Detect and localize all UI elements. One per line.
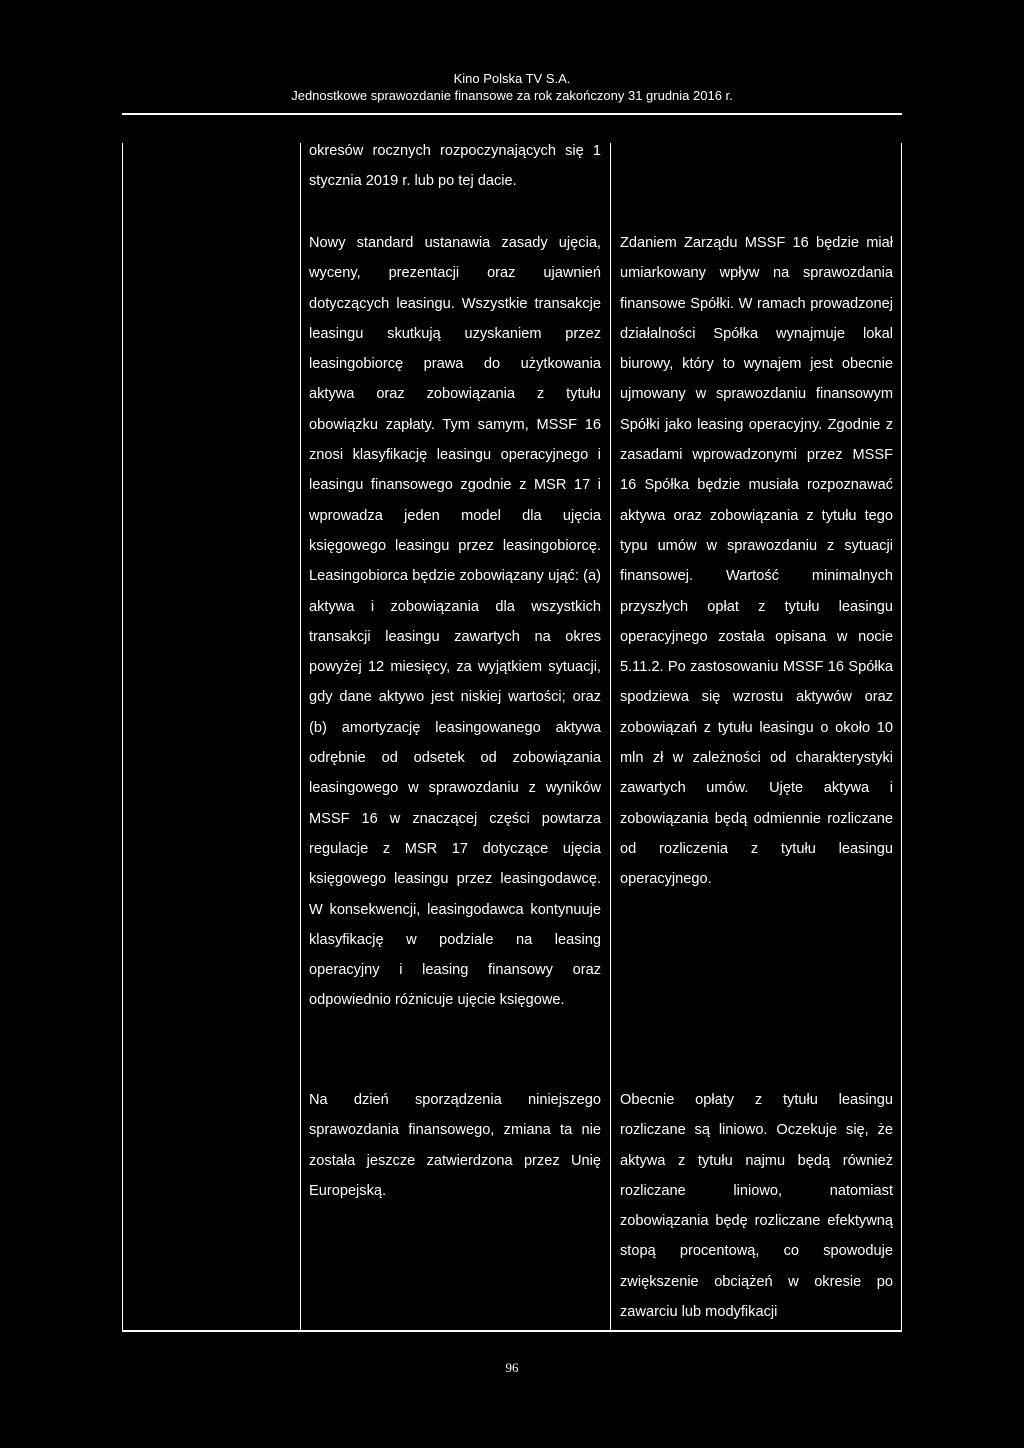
table-cell-middle-eu-status: Na dzień sporządzenia niniejszego sprawozdania finansowego, zmiana ta nie została jeszcze zatwierdzona przez Unię Europejską. <box>309 1092 601 1199</box>
table-bottom-border <box>122 1330 902 1332</box>
table-border-left <box>122 143 123 1331</box>
page-number: 96 <box>505 1360 519 1375</box>
table-cell-right-expected-effects: Obecnie opłaty z tytułu leasingu rozliczane są liniowo. Oczekuje się, że aktywa z tytułu najmu będą również rozliczane liniowo, natomiast zobowiązania będę rozliczane efektywną stopą procentową, co spowoduje zwiększenie obciążeń w okresie po zawarciu lub modyfikacji <box>620 1092 893 1321</box>
page-header <box>0 70 1024 104</box>
table-cell-right-impact: Zdaniem Zarządu MSSF 16 będzie miał umiarkowany wpływ na sprawozdania finansowe Spółki. W ramach prowadzonej działalności Spółka wynajmuje lokal biurowy, który to wynajem jest obecnie ujmowany w sprawozdaniu finansowym Spółki jako leasing operacyjny. Zgodnie z zasadami wprowadzonymi przez MSSF 16 Spółka będzie musiała rozpoznawać aktywa oraz zobowiązania z tytułu tego typu umów w sprawozdaniu z sytuacji finansowej. Wartość minimalnych przyszłych opłat z tytułu leasingu operacyjnego została opisana w nocie 5.11.2. Po zastosowaniu MSSF 16 Spółka spodziewa się wzrostu aktywów oraz zobowiązań z tytułu leasingu o około 10 mln zł w zależności od charakterystyki zawartych umów. Ujęte aktywa i zobowiązania będą odmiennie rozliczane od rozliczenia z tytułu leasingu operacyjnego. <box>620 235 893 888</box>
table-cell-middle-description: Nowy standard ustanawia zasady ujęcia, wyceny, prezentacji oraz ujawnień dotyczących leasingu. Wszystkie transakcje leasingu skutkują uzyskaniem przez leasingobiorcę prawa do użytkowania aktywa oraz zobowiązania z tytułu obowiązku zapłaty. Tym samym, MSSF 16 znosi klasyfikację leasingu operacyjnego i leasingu finansowego zgodnie z MSR 17 i wprowadza jeden model dla ujęcia księgowego leasingu przez leasingobiorcę. Leasingobiorca będzie zobowiązany ująć: (a) aktywa i zobowiązania dla wszystkich transakcji leasingu zawartych na okres powyżej 12 miesięcy, za wyjątkiem sytuacji, gdy dane aktywo jest niskiej wartości; oraz (b) amortyzację leasingowanego aktywa odrębnie od odsetek od zobowiązania leasingowego w sprawozdaniu z wyników MSSF 16 w znaczącej części powtarza regulacje z MSR 17 dotyczące ujęcia księgowego leasingu przez leasingodawcę. W konsekwencji, leasingodawca kontynuuje klasyfikację w podziale na leasing operacyjny i leasing finansowy oraz odpowiednio różnicuje ujęcie księgowe. <box>309 235 601 1009</box>
table-border-right <box>901 143 902 1331</box>
report-title: Jednostkowe sprawozdanie finansowe za rok zakończony 31 grudnia 2016 r. <box>291 88 733 103</box>
table-border-col2 <box>610 143 611 1331</box>
table-border-col1 <box>300 143 301 1331</box>
table-cell-middle-continuation: okresów rocznych rozpoczynających się 1 stycznia 2019 r. lub po tej dacie. <box>309 143 601 190</box>
header-rule <box>122 113 902 115</box>
company-name: Kino Polska TV S.A. <box>453 71 571 86</box>
